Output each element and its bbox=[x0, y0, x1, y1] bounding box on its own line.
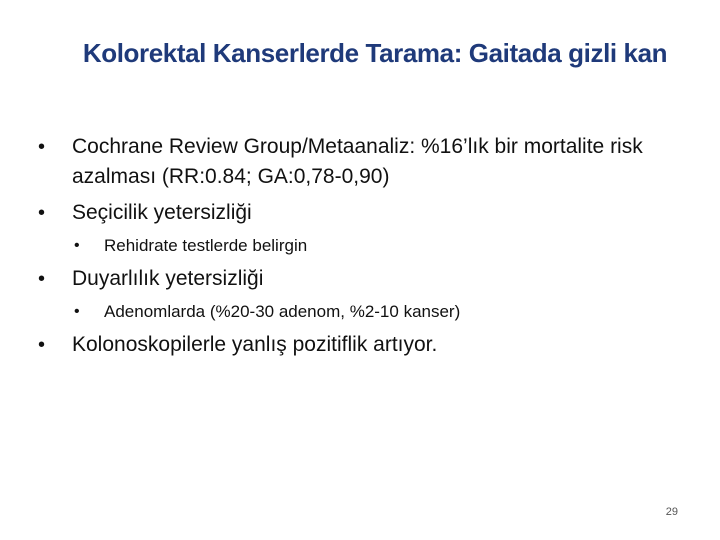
bullet-text: Adenomlarda (%20-30 adenom, %2-10 kanser) bbox=[104, 302, 461, 321]
bullet-dot-icon: • bbox=[38, 268, 46, 290]
bullet-item bbox=[38, 132, 678, 192]
bullet-dot-icon: • bbox=[74, 303, 80, 320]
bullet-text: Rehidrate testlerde belirgin bbox=[104, 236, 308, 255]
bullet-list bbox=[38, 132, 678, 360]
slide-title: Kolorektal Kanserlerde Tarama: Gaitada gizli kan bbox=[82, 38, 668, 68]
sub-bullet-item bbox=[38, 234, 678, 258]
bullet-dot-icon: • bbox=[38, 136, 46, 158]
bullet-text: Cochrane Review Group/Metaanaliz: %16’lık bir mortalite risk azalması (RR:0.84; GA:0,78-0,90) bbox=[72, 135, 643, 188]
bullet-dot-icon: • bbox=[38, 202, 46, 224]
bullet-text: Duyarlılık yetersizliği bbox=[72, 267, 264, 290]
bullet-item bbox=[38, 264, 678, 294]
bullet-item bbox=[38, 330, 678, 360]
bullet-dot-icon: • bbox=[38, 334, 46, 356]
bullet-dot-icon: • bbox=[74, 237, 80, 254]
sub-bullet-item bbox=[38, 300, 678, 324]
bullet-text: Kolonoskopilerle yanlış pozitiflik artıyor. bbox=[72, 333, 438, 356]
bullet-text: Seçicilik yetersizliği bbox=[72, 201, 252, 224]
page-number: 29 bbox=[665, 506, 678, 518]
bullet-item bbox=[38, 198, 678, 228]
